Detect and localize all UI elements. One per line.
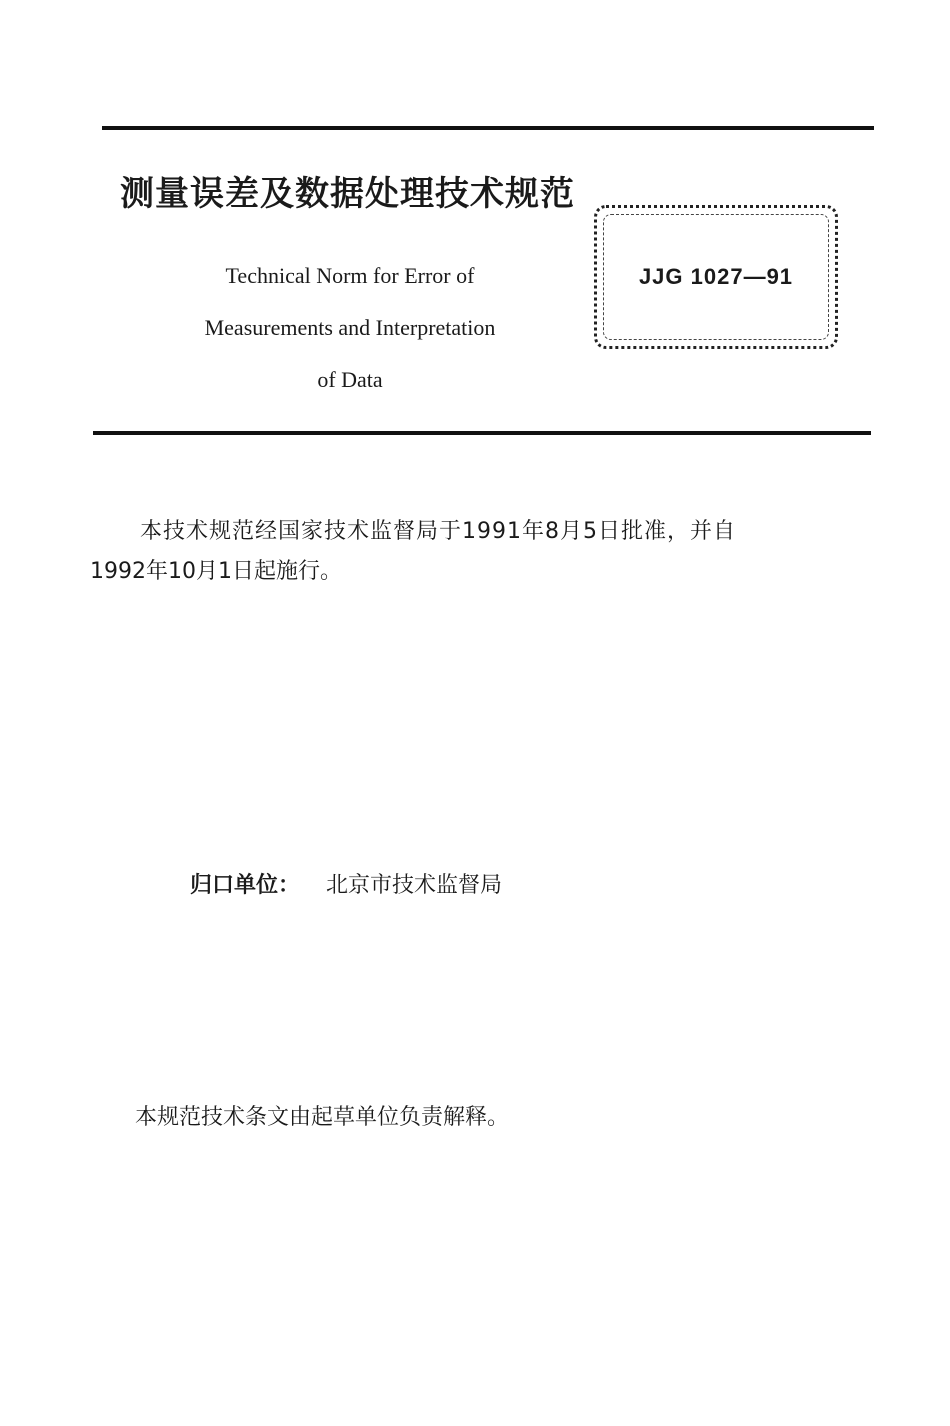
approval-line-1: 本技术规范经国家技术监督局于1991年8月5日批准，并自: [140, 519, 736, 544]
bottom-divider: [93, 431, 871, 435]
title-english-line-3: of Data: [317, 367, 383, 392]
department-value: 北京市技术监督局: [326, 873, 503, 898]
responsible-department: [190, 868, 502, 899]
approval-line-2: 1992年10月1日起施行。: [90, 559, 342, 584]
top-divider: [102, 126, 874, 130]
title-english-line-2: Measurements and Interpretation: [204, 315, 496, 340]
document-title-english: [140, 250, 560, 406]
standard-code-box: [594, 205, 838, 349]
standard-code: JJG 1027—91: [638, 264, 794, 289]
department-label: 归口单位：: [190, 873, 301, 898]
interpretation-note: 本规范技术条文由起草单位负责解释。: [135, 1105, 510, 1130]
document-title-chinese: 测量误差及数据处理技术规范: [120, 174, 575, 214]
title-english-line-1: Technical Norm for Error of: [225, 263, 475, 288]
approval-statement: [90, 512, 872, 592]
